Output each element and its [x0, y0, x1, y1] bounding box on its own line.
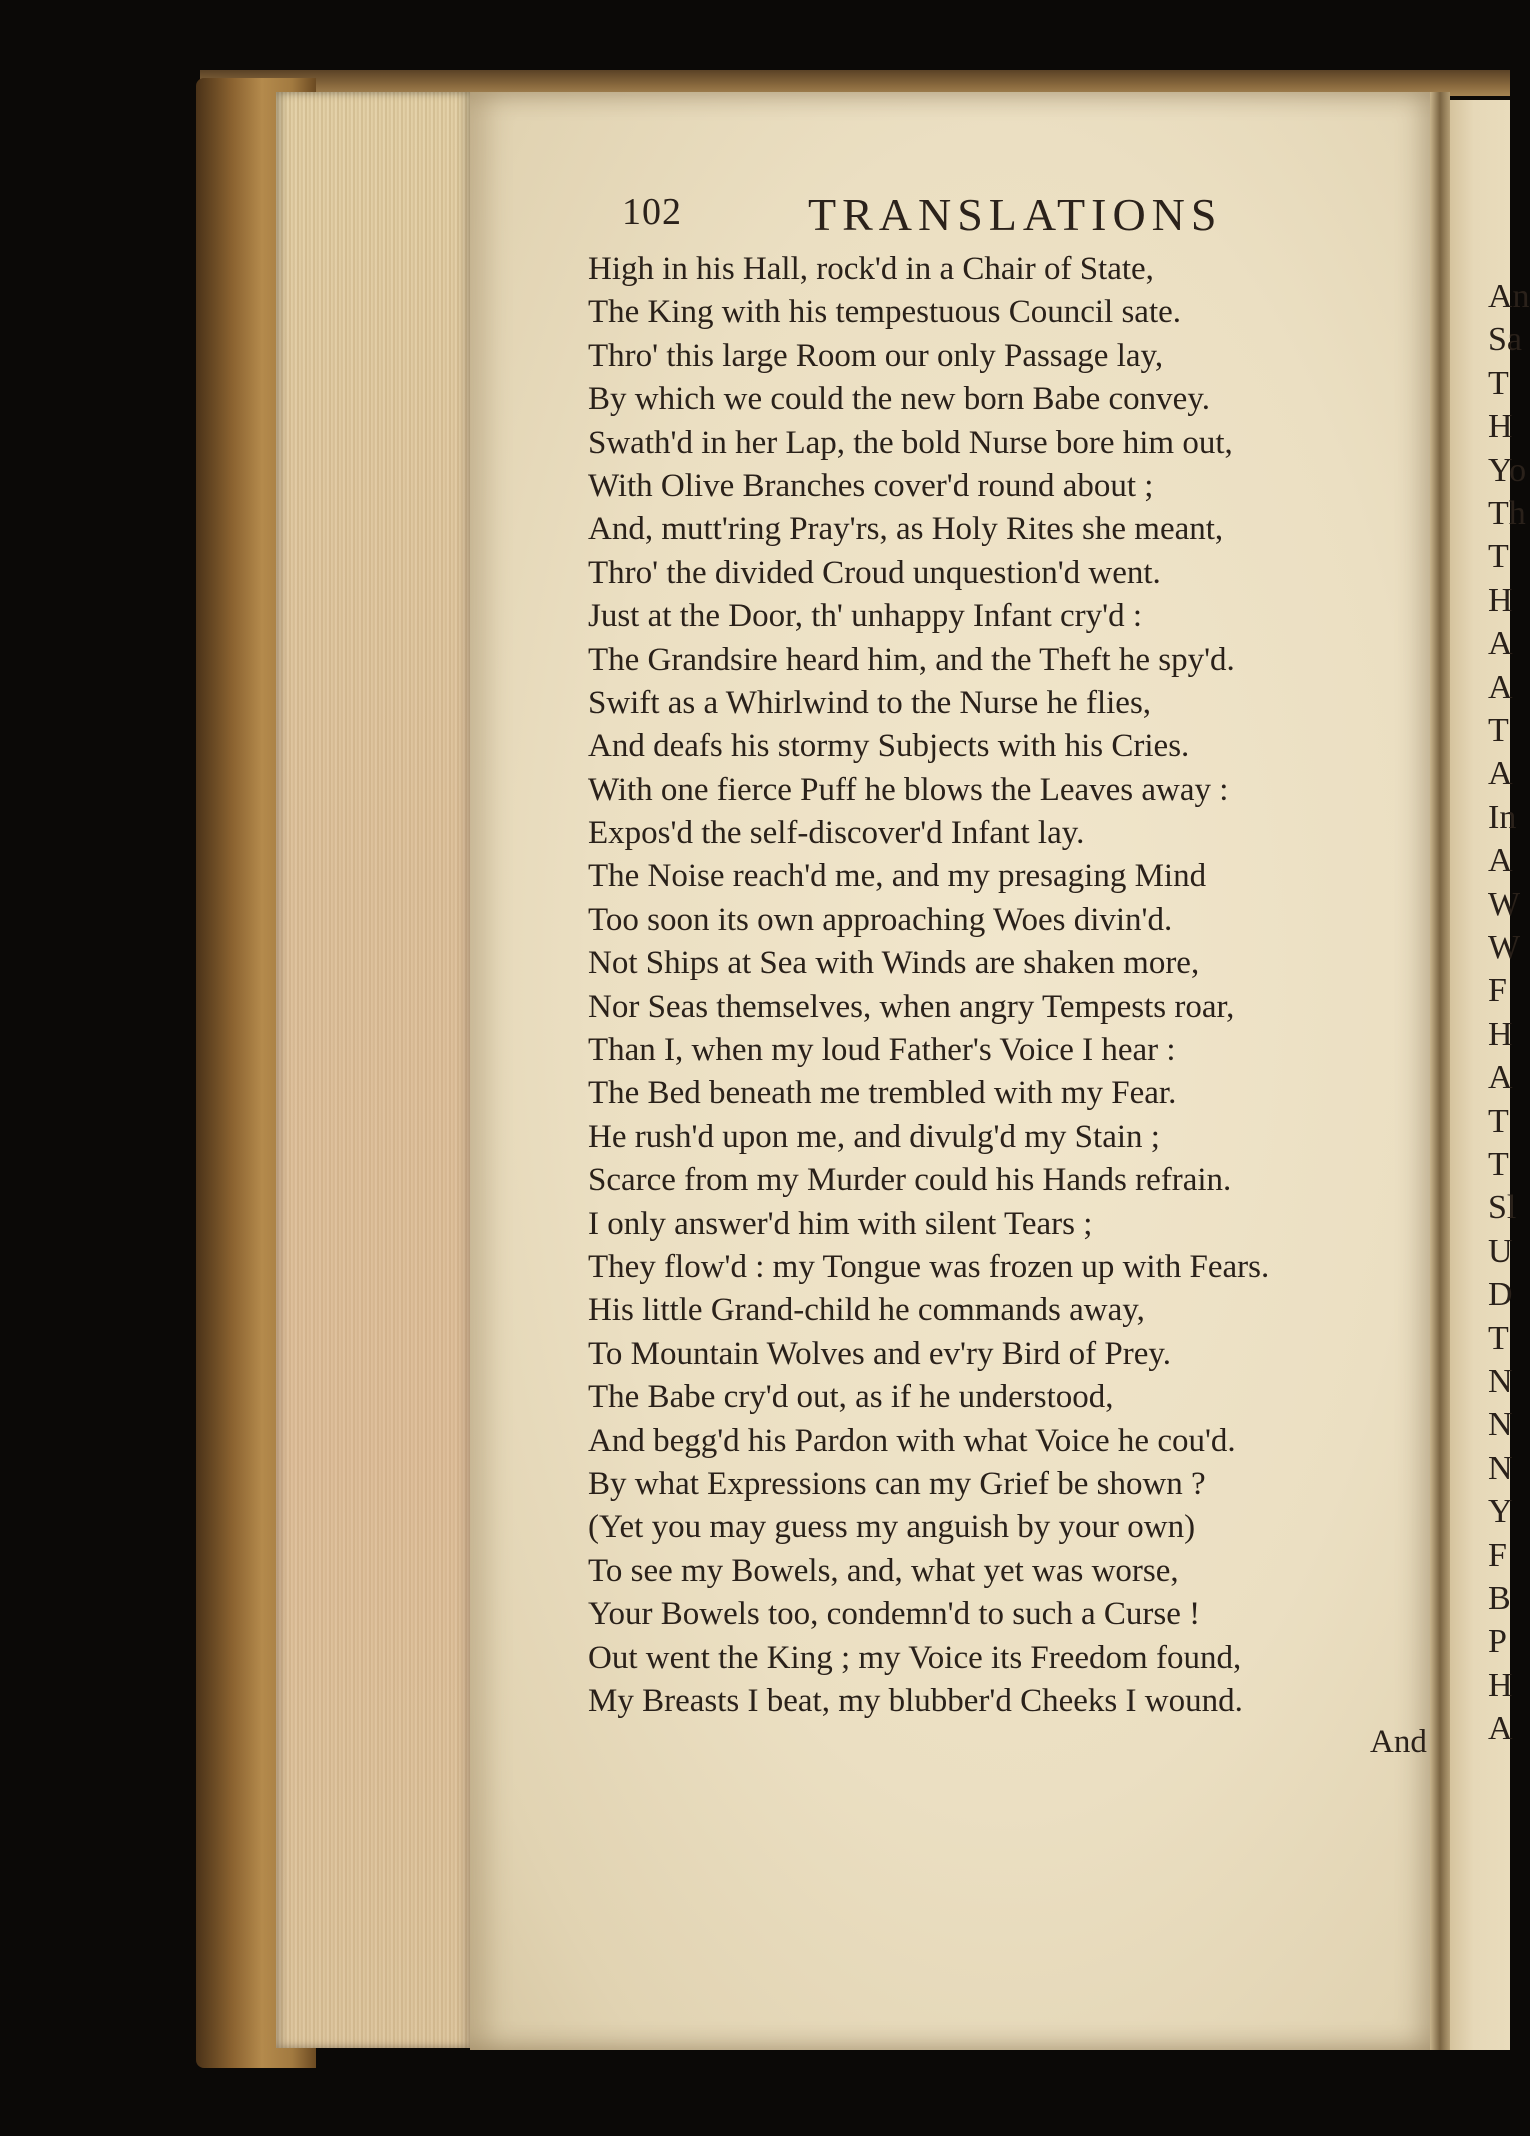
- facing-page-fragment: An: [1488, 278, 1530, 315]
- verse-line: Too soon its own approaching Woes divin'd.: [588, 901, 1173, 938]
- facing-page-fragment: H: [1488, 1015, 1513, 1053]
- facing-page-fragment: N: [1488, 1363, 1513, 1400]
- facing-page-fragment: T: [1488, 364, 1509, 402]
- verse-line: With one fierce Puff he blows the Leaves away :: [588, 771, 1229, 808]
- catchword: And: [1370, 1724, 1427, 1760]
- facing-page-fragment: T: [1488, 712, 1509, 749]
- verse-line: He rush'd upon me, and divulg'd my Stain ;: [588, 1118, 1160, 1155]
- book-gutter: [1430, 92, 1450, 2050]
- facing-page-fragment: Y: [1488, 1493, 1513, 1531]
- verse-line: By which we could the new born Babe convey.: [588, 381, 1210, 418]
- verse-line: Thro' the divided Croud unquestion'd went.: [588, 554, 1161, 591]
- verse-line: Swift as a Whirlwind to the Nurse he flies,: [588, 684, 1152, 721]
- facing-page-fragment: N: [1488, 1406, 1513, 1444]
- verse-line: Not Ships at Sea with Winds are shaken more,: [588, 945, 1200, 982]
- facing-page-fragment: U: [1488, 1232, 1513, 1270]
- facing-page-fragment: In: [1488, 798, 1517, 836]
- page-number: 102: [622, 191, 682, 233]
- facing-page-fragment: Yo: [1488, 451, 1527, 489]
- verse-line: The King with his tempestuous Council sate.: [588, 294, 1182, 331]
- verse-line: They flow'd : my Tongue was frozen up with Fears.: [588, 1248, 1270, 1285]
- verse-line: His little Grand-child he commands away,: [588, 1292, 1145, 1329]
- facing-page-fragment: A: [1488, 625, 1513, 663]
- verse-line: My Breasts I beat, my blubber'd Cheeks I wound.: [588, 1682, 1243, 1719]
- running-title: TRANSLATIONS: [808, 189, 1223, 240]
- verse-line: Out went the King ; my Voice its Freedom found,: [588, 1639, 1242, 1676]
- page-edges: [276, 92, 472, 2048]
- verse-line: (Yet you may guess my anguish by your own): [588, 1509, 1196, 1546]
- verse-line: Scarce from my Murder could his Hands refrain.: [588, 1162, 1232, 1199]
- facing-page-fragment: P: [1488, 1623, 1507, 1661]
- verse-line: Expos'd the self-discover'd Infant lay.: [588, 815, 1085, 852]
- verse-line: And begg'd his Pardon with what Voice he cou'd.: [588, 1422, 1236, 1459]
- verse-line: Thro' this large Room our only Passage lay,: [588, 337, 1164, 374]
- facing-page-fragment: A: [1488, 668, 1513, 706]
- verse-line: I only answer'd him with silent Tears ;: [588, 1205, 1093, 1242]
- facing-page-fragment: A: [1488, 1710, 1513, 1748]
- facing-page-fragment: A: [1488, 842, 1513, 880]
- facing-page-fragment: T: [1488, 1102, 1509, 1140]
- facing-page-fragment: F: [1488, 1536, 1507, 1574]
- facing-page-fragment: B: [1488, 1580, 1511, 1617]
- facing-page-fragment: H: [1488, 408, 1513, 446]
- facing-page-fragment: Th: [1488, 495, 1526, 532]
- verse-line: Swath'd in her Lap, the bold Nurse bore him out,: [588, 424, 1233, 461]
- facing-page-fragment: T: [1488, 1319, 1509, 1357]
- facing-page-fragment: Sa: [1488, 321, 1522, 359]
- verse-line: Than I, when my loud Father's Voice I hear :: [588, 1032, 1176, 1069]
- facing-page-fragment: H: [1488, 1666, 1513, 1704]
- facing-page-fragment: N: [1488, 1449, 1513, 1487]
- facing-page-fragment: H: [1488, 581, 1513, 619]
- verse-line: Nor Seas themselves, when angry Tempests roar,: [588, 988, 1235, 1025]
- facing-page-fragment: F: [1488, 972, 1507, 1010]
- verse-line: The Noise reach'd me, and my presaging Mind: [588, 858, 1207, 895]
- facing-page-fragment: A: [1488, 1059, 1513, 1097]
- verse-line: The Grandsire heard him, and the Theft he spy'd.: [588, 641, 1235, 678]
- facing-page-fragment: T: [1488, 538, 1509, 576]
- verse-line: And, mutt'ring Pray'rs, as Holy Rites she meant,: [588, 511, 1224, 548]
- verse-line: High in his Hall, rock'd in a Chair of State,: [588, 251, 1154, 287]
- facing-page-fragment: W: [1488, 929, 1521, 966]
- verse-line: The Babe cry'd out, as if he understood,: [588, 1379, 1114, 1416]
- facing-page-fragment: A: [1488, 755, 1513, 793]
- verse-line: With Olive Branches cover'd round about ;: [588, 467, 1154, 504]
- verse-line: Just at the Door, th' unhappy Infant cry'd :: [588, 598, 1143, 635]
- facing-page-fragment: T: [1488, 1146, 1509, 1183]
- verse-line: To see my Bowels, and, what yet was worse,: [588, 1552, 1179, 1589]
- verse-line: And deafs his stormy Subjects with his Cries.: [588, 728, 1190, 765]
- facing-page-fragment: Sl: [1488, 1189, 1517, 1227]
- facing-page-fragment: D: [1488, 1276, 1513, 1314]
- facing-page-edge: [1450, 100, 1530, 2050]
- verse-line: The Bed beneath me trembled with my Fear.: [588, 1075, 1177, 1112]
- verse-text: [588, 248, 1428, 1723]
- page-header: [622, 190, 1322, 240]
- verse-line: Your Bowels too, condemn'd to such a Curse !: [588, 1596, 1201, 1633]
- verse-line: To Mountain Wolves and ev'ry Bird of Prey.: [588, 1335, 1171, 1372]
- facing-page-fragment: W: [1488, 885, 1521, 923]
- verse-line: By what Expressions can my Grief be shown ?: [588, 1465, 1206, 1502]
